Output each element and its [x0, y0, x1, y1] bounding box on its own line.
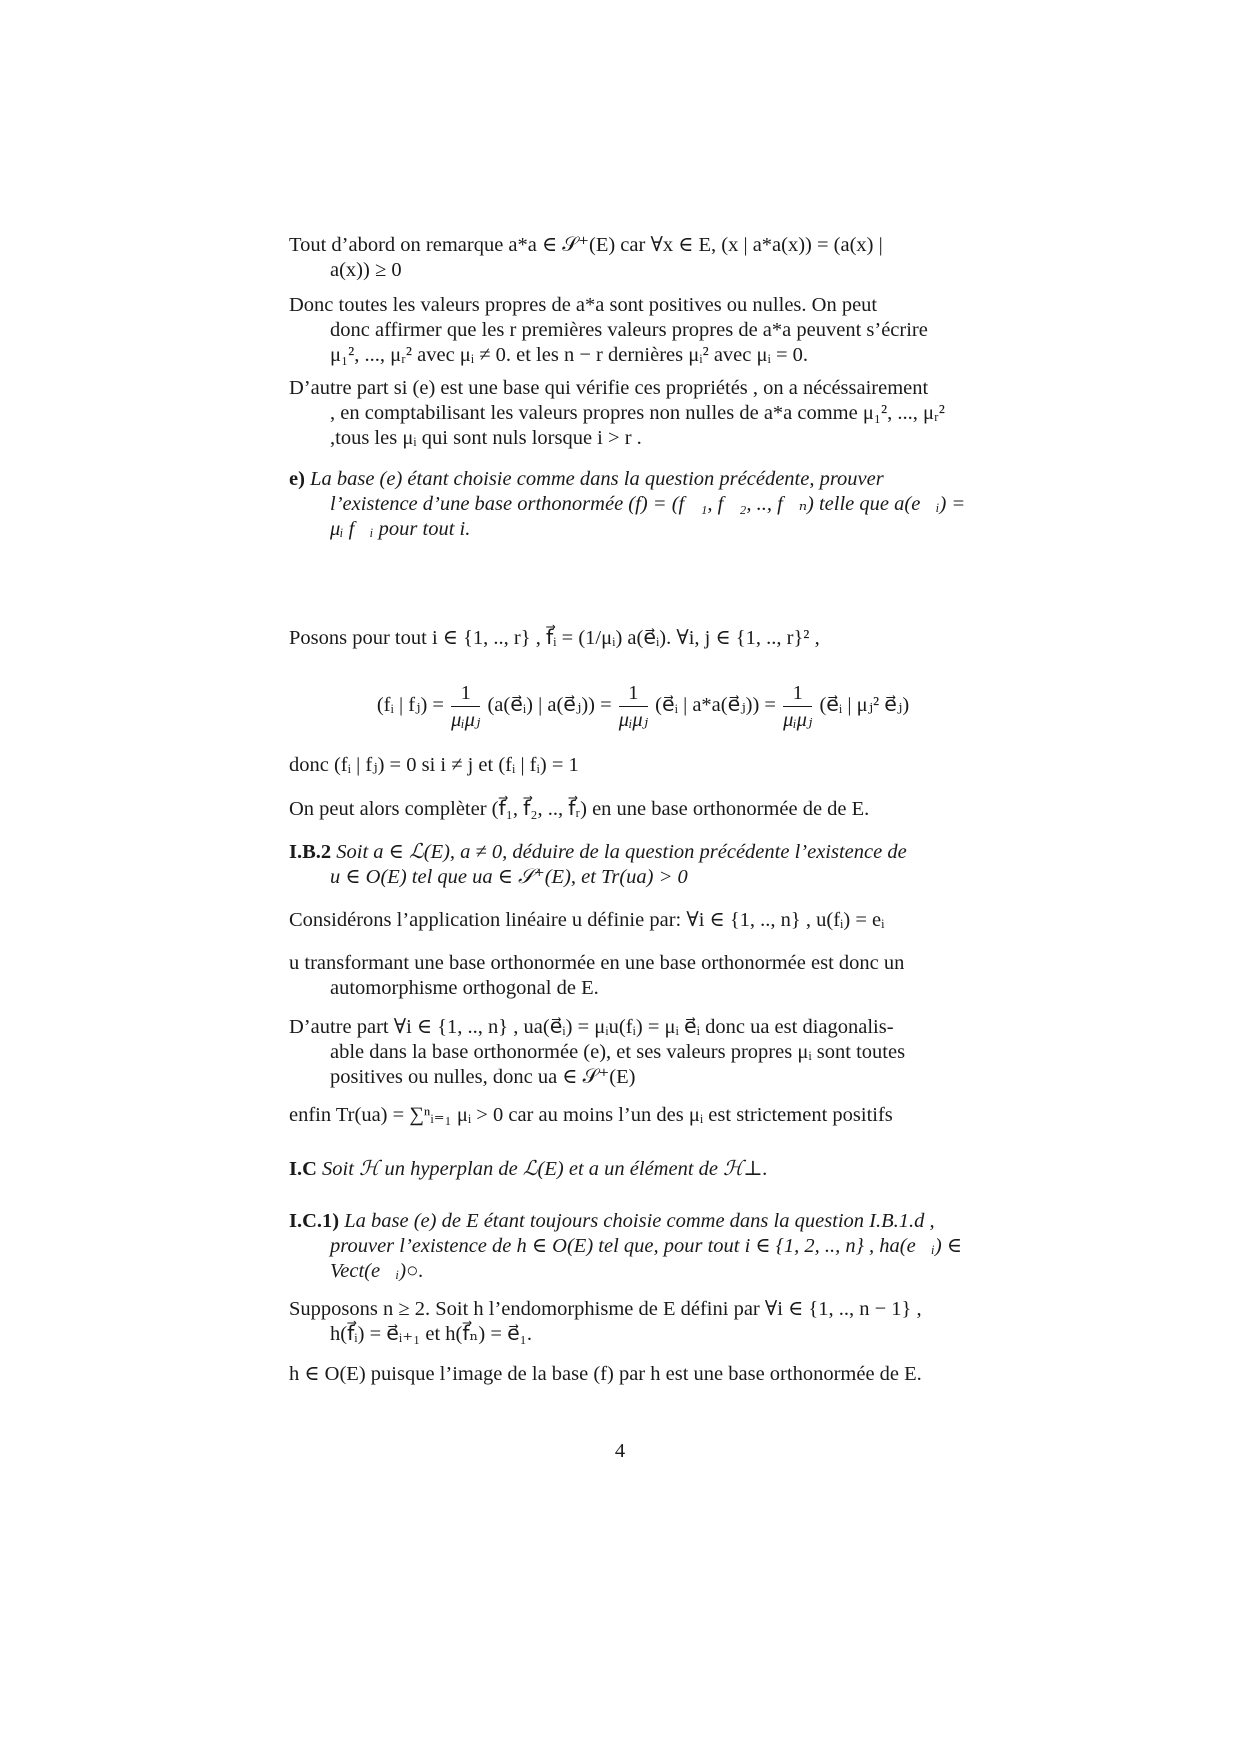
question-label: I.C.1): [289, 1210, 340, 1232]
question-label: I.B.2: [289, 841, 332, 863]
text-line: enfin Tr(ua) = ∑ⁿᵢ₌₁ μᵢ > 0 car au moins l’un des μᵢ est strictement positifs: [289, 1104, 893, 1126]
paragraph-p3: [289, 376, 997, 451]
fraction-denominator: μᵢμⱼ: [783, 709, 813, 731]
text-line: prouver l’existence de h ∈ O(E) tel que, pour tout i ∈ {1, 2, .., n} , ha(e⃗ᵢ) ∈: [330, 1235, 962, 1257]
paragraph-p13: [289, 1103, 997, 1128]
text-line: donc (fᵢ | fⱼ) = 0 si i ≠ j et (fᵢ | fᵢ) = 1: [289, 754, 579, 776]
text-line: D’autre part si (e) est une base qui vérifie ces propriétés , on a nécéssairement: [289, 377, 929, 399]
equation-term: (a(e⃗ᵢ) | a(e⃗ⱼ)) =: [487, 694, 612, 717]
text-line: h ∈ O(E) puisque l’image de la base (f) par h est une base orthonormée de E.: [289, 1363, 922, 1385]
fraction-denominator: μᵢμⱼ: [618, 709, 649, 731]
question-IC1: [289, 1209, 997, 1284]
text-line: La base (e) étant choisie comme dans la question précédente, prouver: [310, 468, 884, 490]
paragraph-p1: [289, 233, 997, 283]
paragraph-p5: [289, 626, 997, 651]
equation-term: (e⃗ᵢ | a*a(e⃗ⱼ)) =: [655, 694, 776, 717]
page-number: 4: [614, 1440, 626, 1462]
question-e: [289, 467, 997, 542]
fraction: [451, 680, 480, 733]
paragraph-p16: [289, 1297, 997, 1347]
text-line: ,tous les μᵢ qui sont nuls lorsque i > r .: [330, 427, 642, 449]
text-line: h(f⃗ᵢ) = e⃗ᵢ₊₁ et h(f⃗ₙ) = e⃗₁.: [330, 1323, 532, 1345]
text-line: automorphisme orthogonal de E.: [330, 977, 599, 999]
text-line: Tout d’abord on remarque a*a ∈ 𝒮⁺(E) car ∀x ∈ E, (x | a*a(x)) = (a(x) |: [289, 234, 883, 256]
question-label: I.C: [289, 1158, 317, 1180]
text-line: Donc toutes les valeurs propres de a*a sont positives ou nulles. On peut: [289, 294, 878, 316]
fraction: [783, 680, 812, 733]
text-line: Soit a ∈ ℒ(E), a ≠ 0, déduire de la question précédente l’existence de: [336, 841, 907, 863]
text-line: On peut alors complèter (f⃗₁, f⃗₂, .., f⃗ᵣ) en une base orthonormée de de E.: [289, 798, 870, 820]
paragraph-p12: [289, 1015, 997, 1090]
text-line: Supposons n ≥ 2. Soit h l’endomorphisme de E défini par ∀i ∈ {1, .., n − 1} ,: [289, 1298, 922, 1320]
fraction-numerator: 1: [783, 680, 812, 707]
fraction-denominator: μᵢμⱼ: [451, 709, 481, 731]
text-line: μ₁², ..., μᵣ² avec μᵢ ≠ 0. et les n − r dernières μᵢ² avec μᵢ = 0.: [330, 344, 809, 366]
paragraph-p8: [289, 797, 997, 822]
question-IB2: [289, 840, 997, 890]
text-line: D’autre part ∀i ∈ {1, .., n} , ua(e⃗ᵢ) = μᵢu(fᵢ) = μᵢ e⃗ᵢ donc ua est diagonalis-: [289, 1016, 894, 1038]
display-equation: [289, 680, 997, 733]
paragraph-p2: [289, 293, 997, 368]
text-line: donc affirmer que les r premières valeurs propres de a*a peuvent s’écrire: [330, 319, 928, 341]
text-line: Posons pour tout i ∈ {1, .., r} , f⃗ᵢ = (1/μᵢ) a(e⃗ᵢ). ∀i, j ∈ {1, .., r}² ,: [289, 627, 820, 649]
equation-lhs: (fᵢ | fⱼ) =: [376, 694, 444, 717]
text-line: Vect(e⃗ᵢ)○.: [330, 1260, 424, 1282]
text-line: positives ou nulles, donc ua ∈ 𝒮⁺(E): [330, 1066, 636, 1088]
text-line: La base (e) de E étant toujours choisie comme dans la question I.B.1.d ,: [344, 1210, 935, 1232]
text-line: Soit ℋ un hyperplan de ℒ(E) et a un élément de ℋ⊥.: [322, 1158, 768, 1180]
equation-term: (e⃗ᵢ | μⱼ² e⃗ⱼ): [819, 694, 910, 717]
paragraph-p7: [289, 753, 997, 778]
fraction-numerator: 1: [451, 680, 480, 707]
text-line: able dans la base orthonormée (e), et ses valeurs propres μᵢ sont toutes: [330, 1041, 906, 1063]
question-label: e): [289, 468, 305, 490]
text-line: μᵢ f⃗ᵢ pour tout i.: [330, 518, 471, 540]
text-line: u ∈ O(E) tel que ua ∈ 𝒮⁺(E), et Tr(ua) > 0: [330, 866, 688, 888]
paragraph-p17: [289, 1362, 997, 1387]
text-line: l’existence d’une base orthonormée (f) = (f⃗₁, f⃗₂, .., f⃗ₙ) telle que a(e⃗ᵢ) =: [330, 493, 966, 515]
paragraph-p10: [289, 908, 997, 933]
text-line: u transformant une base orthonormée en une base orthonormée est donc un: [289, 952, 905, 974]
fraction: [619, 680, 648, 733]
text-line: , en comptabilisant les valeurs propres non nulles de a*a comme μ₁², ..., μᵣ²: [330, 402, 945, 424]
fraction-numerator: 1: [619, 680, 648, 707]
text-line: a(x)) ≥ 0: [330, 259, 402, 281]
section-IC: [289, 1157, 997, 1182]
text-line: Considérons l’application linéaire u définie par: ∀i ∈ {1, .., n} , u(fᵢ) = eᵢ: [289, 909, 885, 931]
paragraph-p11: [289, 951, 997, 1001]
